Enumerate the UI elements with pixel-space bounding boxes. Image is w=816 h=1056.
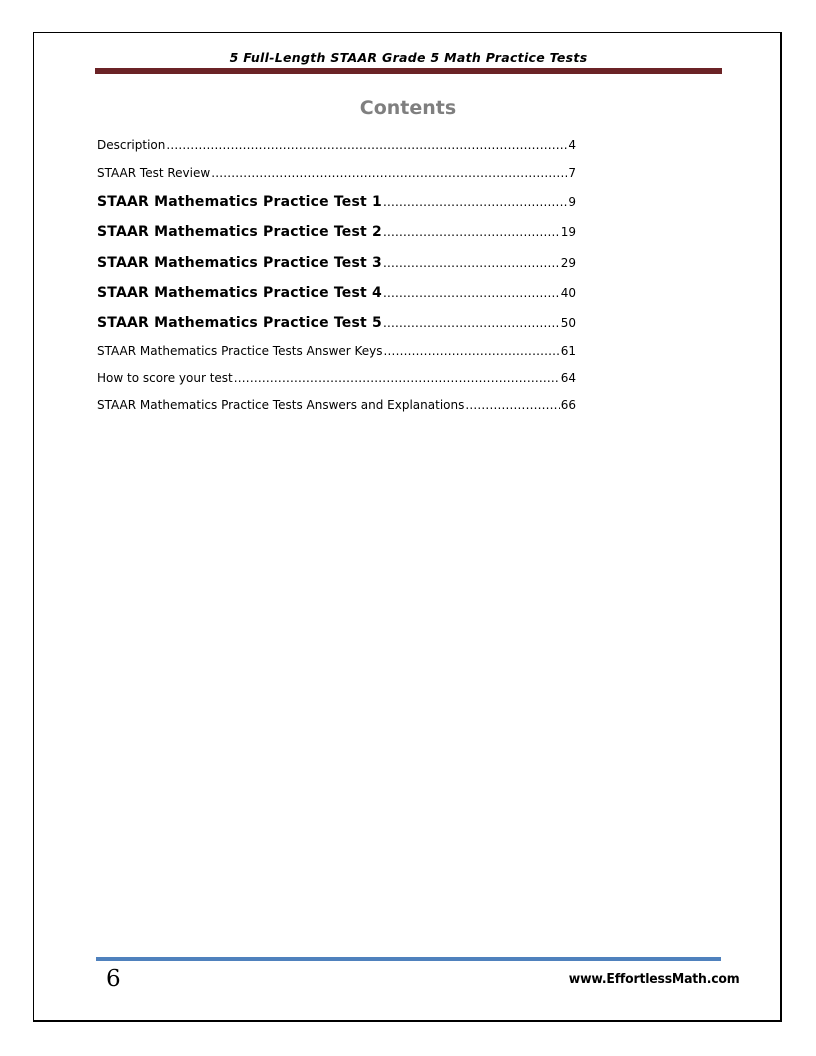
toc-entry-practice-test-2[interactable] — [97, 224, 576, 240]
toc-entry-label: STAAR Mathematics Practice Tests Answers and Explanations — [97, 398, 465, 412]
toc-entry-label: STAAR Mathematics Practice Tests Answer Keys — [97, 344, 383, 358]
toc-title: Contents — [359, 97, 457, 119]
toc-entry-label: STAAR Mathematics Practice Test 1 — [97, 194, 382, 210]
toc-entry-label: STAAR Mathematics Practice Test 4 — [97, 285, 382, 301]
toc-entry-label: Description — [97, 138, 166, 152]
toc-entry-page: 64 — [560, 371, 576, 385]
toc-entry-page: 40 — [560, 286, 576, 300]
toc-entry-description[interactable] — [97, 138, 576, 152]
dot-leader — [383, 286, 560, 300]
page-number: 6 — [106, 966, 121, 992]
toc-entry-label: STAAR Mathematics Practice Test 2 — [97, 224, 382, 240]
dot-leader — [383, 316, 560, 330]
toc-entry-page: 9 — [568, 195, 576, 209]
footer-rule — [96, 957, 721, 961]
dot-leader — [384, 344, 560, 358]
toc-entry-page: 4 — [568, 138, 576, 152]
toc-entry-test-review[interactable] — [97, 166, 576, 180]
toc-entry-label: STAAR Mathematics Practice Test 3 — [97, 255, 382, 271]
toc-entry-answer-keys[interactable] — [97, 344, 576, 358]
page-border — [33, 32, 782, 1022]
dot-leader — [383, 195, 567, 209]
toc-entry-page: 66 — [560, 398, 576, 412]
footer-website: www.EffortlessMath.com — [568, 971, 740, 987]
header-rule — [95, 68, 722, 74]
toc-entry-answers-explanations[interactable] — [97, 398, 576, 412]
toc-entry-practice-test-4[interactable] — [97, 285, 576, 301]
toc-entry-label: STAAR Test Review — [97, 166, 211, 180]
toc-entry-page: 19 — [560, 225, 576, 239]
toc-entry-practice-test-3[interactable] — [97, 255, 576, 271]
toc-entry-how-to-score[interactable] — [97, 371, 576, 385]
toc-entry-page: 61 — [560, 344, 576, 358]
dot-leader — [465, 398, 559, 412]
toc-entry-page: 7 — [568, 166, 576, 180]
running-header: 5 Full-Length STAAR Grade 5 Math Practice Tests — [229, 50, 588, 65]
toc-entry-label: How to score your test — [97, 371, 233, 385]
dot-leader — [211, 166, 567, 180]
toc-entry-practice-test-1[interactable] — [97, 194, 576, 210]
toc-entry-page: 50 — [560, 316, 576, 330]
toc-entry-practice-test-5[interactable] — [97, 315, 576, 331]
toc-entry-label: STAAR Mathematics Practice Test 5 — [97, 315, 382, 331]
dot-leader — [383, 225, 560, 239]
dot-leader — [166, 138, 567, 152]
dot-leader — [383, 256, 560, 270]
dot-leader — [234, 371, 560, 385]
toc-entry-page: 29 — [560, 256, 576, 270]
